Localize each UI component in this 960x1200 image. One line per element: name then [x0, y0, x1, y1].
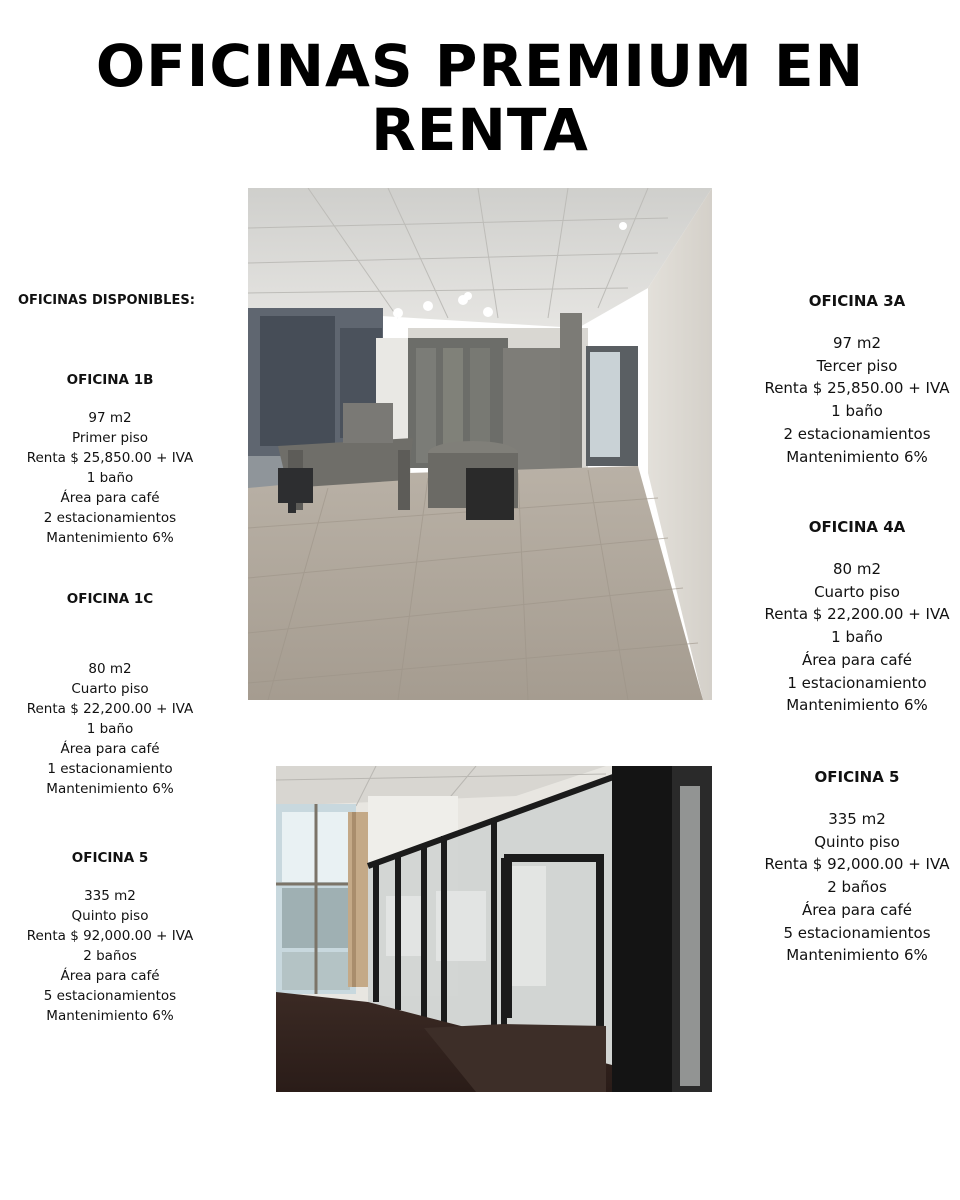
- office-rent: Renta $ 25,850.00 + IVA: [764, 379, 950, 398]
- office-parking: 5 estacionamientos: [783, 923, 931, 942]
- office-floor: Quinto piso: [71, 908, 149, 924]
- office-bathrooms: 1 baño: [831, 628, 883, 647]
- office-name: OFICINA 1C: [66, 591, 154, 607]
- office-bathrooms: 2 baños: [827, 878, 887, 897]
- office-coffee-area: Área para café: [801, 900, 913, 919]
- office-bathrooms: 1 baño: [86, 721, 134, 737]
- available-offices-label: OFICINAS DISPONIBLES:: [18, 293, 195, 308]
- office-maintenance: Mantenimiento 6%: [46, 781, 174, 797]
- page-title: [0, 34, 960, 162]
- office-bathrooms: 1 baño: [831, 402, 883, 421]
- office-floor: Tercer piso: [816, 356, 898, 375]
- office-area: 97 m2: [832, 334, 881, 352]
- office-area: 335 m2: [828, 810, 886, 828]
- office-maintenance: Mantenimiento 6%: [786, 696, 928, 715]
- office-1c: [10, 591, 210, 799]
- office-name: OFICINA 3A: [808, 292, 906, 310]
- office-rent: Renta $ 25,850.00 + IVA: [26, 450, 194, 466]
- office-rent: Renta $ 22,200.00 + IVA: [26, 701, 194, 717]
- office-area: 97 m2: [88, 410, 132, 426]
- office-3a: [752, 292, 960, 468]
- office-parking: 2 estacionamientos: [43, 510, 177, 526]
- office-floor: Cuarto piso: [814, 582, 900, 601]
- office-photo-interior: [248, 188, 712, 700]
- office-1b: [10, 372, 210, 548]
- office-floor: Cuarto piso: [71, 681, 149, 697]
- office-floor: Primer piso: [71, 430, 149, 446]
- office-name: OFICINA 4A: [808, 518, 906, 536]
- office-bathrooms: 2 baños: [83, 948, 137, 964]
- office-coffee-area: Área para café: [60, 968, 160, 984]
- office-5-left: [10, 850, 210, 1026]
- office-area: 80 m2: [88, 661, 132, 677]
- office-4a: [752, 518, 960, 717]
- office-photo-glass-walls: [276, 766, 712, 1092]
- office-coffee-area: Área para café: [801, 650, 913, 669]
- office-parking: 2 estacionamientos: [783, 424, 931, 443]
- office-parking: 1 estacionamiento: [787, 673, 927, 692]
- office-name: OFICINA 5: [814, 768, 900, 786]
- office-parking: 1 estacionamiento: [47, 761, 173, 777]
- office-coffee-area: Área para café: [60, 490, 160, 506]
- office-bathrooms: 1 baño: [86, 470, 134, 486]
- office-rent: Renta $ 22,200.00 + IVA: [764, 605, 950, 624]
- office-area: 335 m2: [84, 888, 136, 904]
- office-maintenance: Mantenimiento 6%: [786, 946, 928, 965]
- office-rent: Renta $ 92,000.00 + IVA: [26, 928, 194, 944]
- title-text: OFICINAS PREMIUM EN RENTA: [95, 32, 865, 164]
- office-maintenance: Mantenimiento 6%: [786, 447, 928, 466]
- office-area: 80 m2: [832, 560, 881, 578]
- office-coffee-area: Área para café: [60, 741, 160, 757]
- office-maintenance: Mantenimiento 6%: [46, 530, 174, 546]
- office-name: OFICINA 1B: [66, 372, 154, 388]
- office-floor: Quinto piso: [814, 832, 900, 851]
- office-parking: 5 estacionamientos: [43, 988, 177, 1004]
- office-rent: Renta $ 92,000.00 + IVA: [764, 855, 950, 874]
- office-name: OFICINA 5: [71, 850, 149, 866]
- office-5-right: [752, 768, 960, 967]
- office-maintenance: Mantenimiento 6%: [46, 1008, 174, 1024]
